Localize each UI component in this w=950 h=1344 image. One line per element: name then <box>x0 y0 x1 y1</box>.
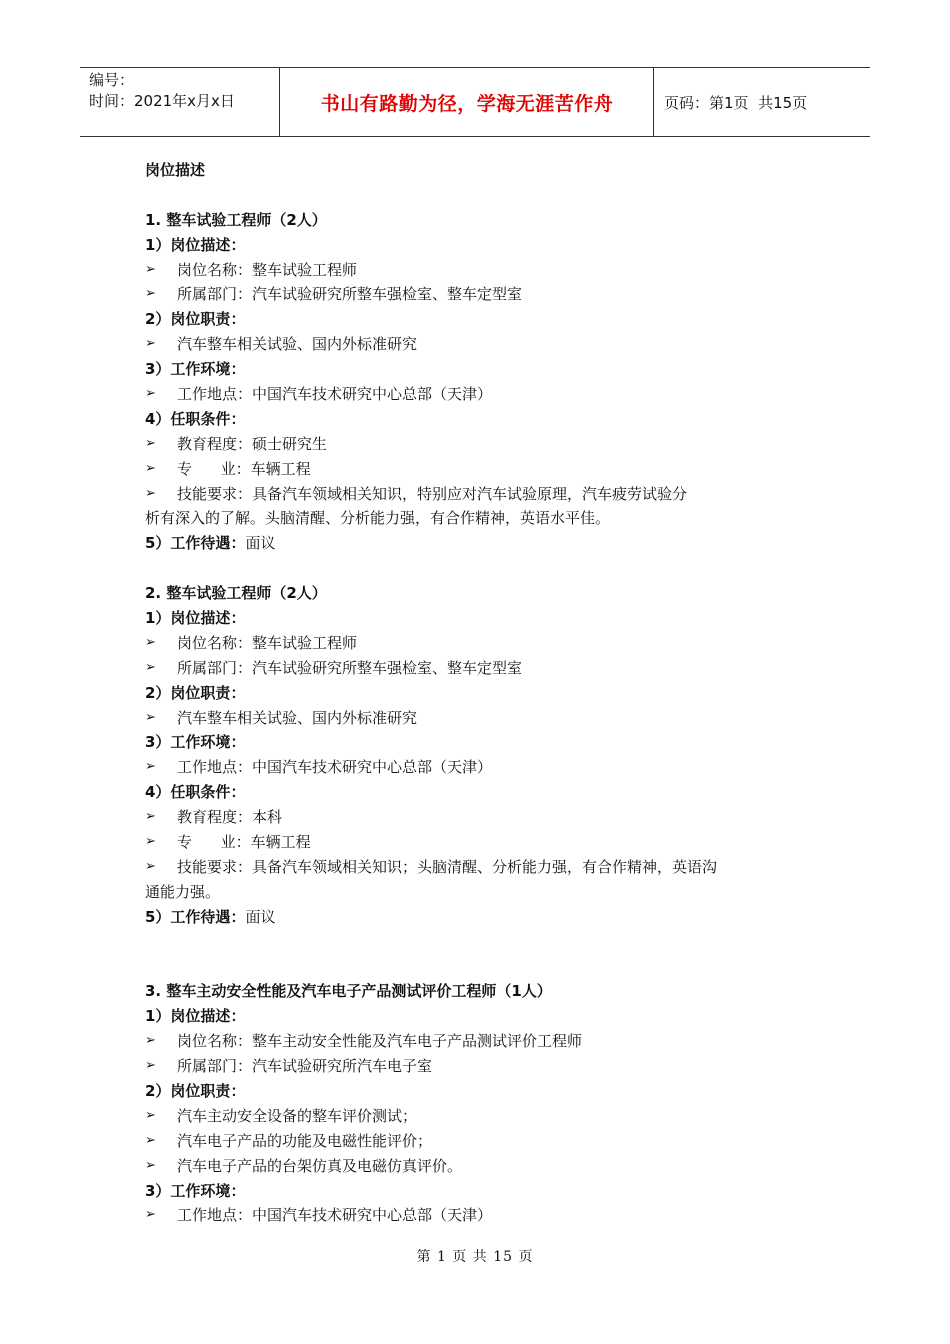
section-2-title: 2. 整车试验工程师（2人） <box>145 584 327 603</box>
bullet-arrow-icon: ➢ <box>145 1058 156 1074</box>
list-item: ➢ 教育程度：本科 <box>145 805 825 830</box>
list-item: ➢ 汽车电子产品的功能及电磁性能评价； <box>145 1129 825 1154</box>
section-1-pay: 5）工作待遇：面议 <box>145 534 276 553</box>
list-item: ➢ 岗位名称：整车试验工程师 <box>145 631 825 656</box>
section-3-subheading: 1）岗位描述： <box>145 1007 246 1026</box>
list-item: ➢ 所属部门：汽车试验研究所汽车电子室 <box>145 1054 825 1079</box>
bullet-arrow-icon: ➢ <box>145 485 156 501</box>
bullet-arrow-icon: ➢ <box>145 1157 156 1173</box>
bullet-arrow-icon: ➢ <box>145 261 156 277</box>
section-3-title: 3. 整车主动安全性能及汽车电子产品测试评价工程师（1人） <box>145 982 552 1001</box>
list-item: ➢ 技能要求：具备汽车领域相关知识，特别应对汽车试验原理，汽车疲劳试验分 <box>145 482 825 507</box>
list-item: ➢ 汽车主动安全设备的整车评价测试； <box>145 1104 825 1129</box>
page-footer: 第 1 页 共 15 页 <box>416 1249 534 1265</box>
bullet-arrow-icon: ➢ <box>145 809 156 825</box>
section-2-subheading: 2）岗位职责： <box>145 683 246 702</box>
section-1-subheading: 4）任职条件： <box>145 409 246 428</box>
section-2-subheading: 1）岗位描述： <box>145 609 246 628</box>
list-item: ➢ 所属部门：汽车试验研究所整车强检室、整车定型室 <box>145 282 825 307</box>
bullet-arrow-icon: ➢ <box>145 1107 156 1123</box>
bullet-arrow-icon: ➢ <box>145 386 156 402</box>
bullet-arrow-icon: ➢ <box>145 435 156 451</box>
bullet-arrow-icon: ➢ <box>145 659 156 675</box>
list-item: ➢ 工作地点：中国汽车技术研究中心总部（天津） <box>145 755 825 780</box>
list-item: ➢ 所属部门：汽车试验研究所整车强检室、整车定型室 <box>145 656 825 681</box>
list-item: ➢ 专 业：车辆工程 <box>145 457 825 482</box>
bullet-arrow-icon: ➢ <box>145 460 156 476</box>
section-2-pay: 5）工作待遇：面议 <box>145 907 276 926</box>
list-item: ➢ 汽车整车相关试验、国内外标准研究 <box>145 706 825 731</box>
list-item-continuation: 通能力强。 <box>145 882 221 901</box>
bullet-arrow-icon: ➢ <box>145 286 156 302</box>
list-item: ➢ 技能要求：具备汽车领域相关知识；头脑清醒、分析能力强，有合作精神，英语沟 <box>145 855 825 880</box>
list-item: ➢ 工作地点：中国汽车技术研究中心总部（天津） <box>145 382 825 407</box>
section-1-title: 1. 整车试验工程师（2人） <box>145 210 327 229</box>
document-body <box>145 158 825 1228</box>
bullet-arrow-icon: ➢ <box>145 834 156 850</box>
section-3-subheading: 3）工作环境： <box>145 1181 246 1200</box>
section-3-subheading: 2）岗位职责： <box>145 1081 246 1100</box>
list-item: ➢ 专 业：车辆工程 <box>145 830 825 855</box>
section-1-subheading: 3）工作环境： <box>145 360 246 379</box>
list-item: ➢ 教育程度：硕士研究生 <box>145 432 825 457</box>
section-2-subheading: 3）工作环境： <box>145 733 246 752</box>
bullet-arrow-icon: ➢ <box>145 634 156 650</box>
page-header <box>80 67 870 137</box>
bullet-arrow-icon: ➢ <box>145 709 156 725</box>
bullet-arrow-icon: ➢ <box>145 1033 156 1049</box>
bullet-arrow-icon: ➢ <box>145 858 156 874</box>
page-title: 岗位描述 <box>145 161 206 179</box>
list-item: ➢ 岗位名称：整车试验工程师 <box>145 258 825 283</box>
document-time: 时间：2021年x月x日 <box>89 92 235 110</box>
bullet-arrow-icon: ➢ <box>145 1132 156 1148</box>
bullet-arrow-icon: ➢ <box>145 336 156 352</box>
document-number-label: 编号： <box>89 71 135 89</box>
bullet-arrow-icon: ➢ <box>145 1207 156 1223</box>
header-meta <box>80 68 280 136</box>
list-item: ➢ 岗位名称：整车主动安全性能及汽车电子产品测试评价工程师 <box>145 1029 825 1054</box>
section-1-subheading: 1）岗位描述： <box>145 235 246 254</box>
list-item: ➢ 汽车电子产品的台架仿真及电磁仿真评价。 <box>145 1154 825 1179</box>
list-item: ➢ 工作地点：中国汽车技术研究中心总部（天津） <box>145 1203 825 1228</box>
list-item-continuation: 析有深入的了解。头脑清醒、分析能力强，有合作精神，英语水平佳。 <box>145 509 611 528</box>
header-page-info: 页码：第1页 共15页 <box>664 93 808 112</box>
section-2-subheading: 4）任职条件： <box>145 783 246 802</box>
section-1-subheading: 2）岗位职责： <box>145 310 246 329</box>
list-item: ➢ 汽车整车相关试验、国内外标准研究 <box>145 332 825 357</box>
header-motto: 书山有路勤为径，学海无涯苦作舟 <box>281 68 654 136</box>
bullet-arrow-icon: ➢ <box>145 759 156 775</box>
